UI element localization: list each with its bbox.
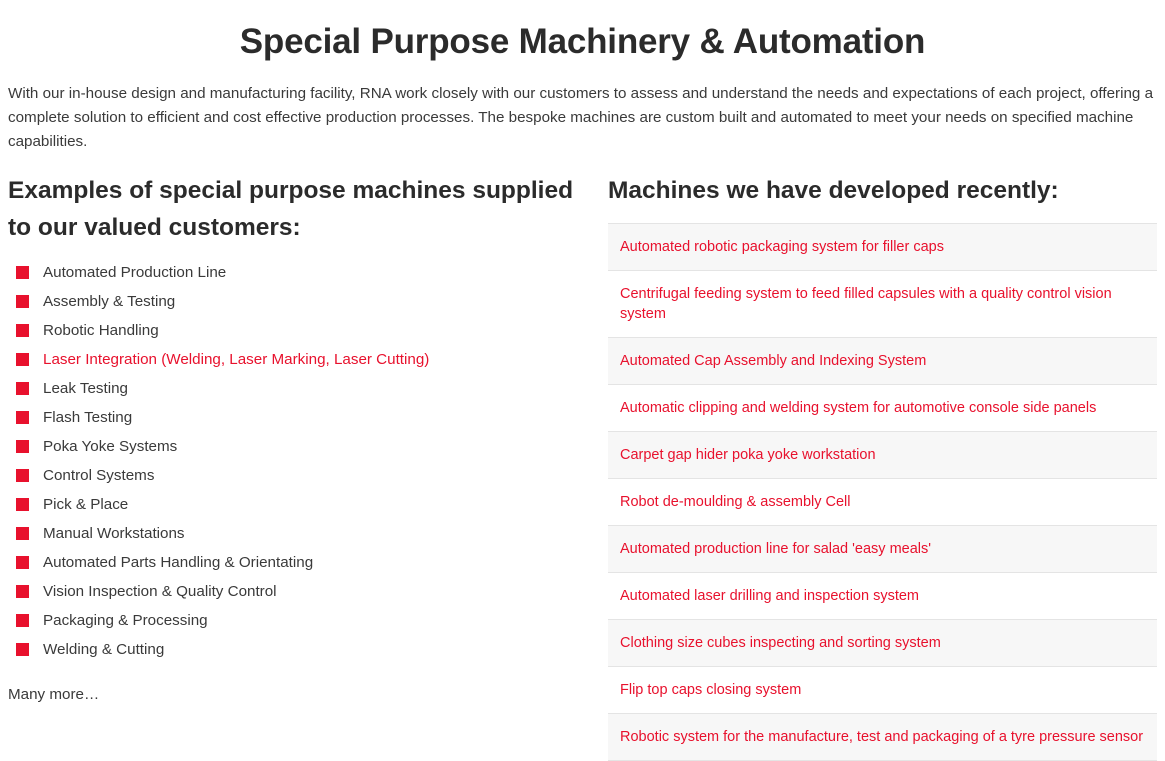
square-bullet-icon [16,324,29,337]
square-bullet-icon [16,643,29,656]
list-item [8,461,588,490]
list-item-label: Vision Inspection & Quality Control [43,583,277,600]
machine-list-item[interactable] [608,573,1157,620]
list-item-label: Packaging & Processing [43,612,208,629]
machine-list-item[interactable] [608,224,1157,271]
machine-link[interactable]: Carpet gap hider poka yoke workstation [620,447,876,463]
machine-link[interactable]: Robotic system for the manufacture, test and packaging of a tyre pressure sensor [620,729,1144,745]
list-item-label: Robotic Handling [43,322,159,339]
left-column [8,172,608,703]
square-bullet-icon [16,614,29,627]
list-item-label: Poka Yoke Systems [43,438,178,455]
machine-link[interactable]: Clothing size cubes inspecting and sorting system [620,635,941,651]
square-bullet-icon [16,353,29,366]
right-column [608,172,1157,761]
square-bullet-icon [16,585,29,598]
list-item-label: Manual Workstations [43,525,185,542]
list-item-label: Pick & Place [43,496,129,513]
square-bullet-icon [16,527,29,540]
machine-list-item[interactable] [608,385,1157,432]
left-column-heading: Examples of special purpose machines supplied to our valued customers: [8,177,574,241]
list-item [8,432,588,461]
square-bullet-icon [16,440,29,453]
square-bullet-icon [16,382,29,395]
list-item-label: Flash Testing [43,409,133,426]
list-item-label: Welding & Cutting [43,641,165,658]
square-bullet-icon [16,411,29,424]
list-item-label: Automated Production Line [43,264,227,281]
list-item [8,635,588,664]
list-item-label: Control Systems [43,467,155,484]
page-title: Special Purpose Machinery & Automation [239,22,926,61]
list-item-laser-integration[interactable] [8,345,588,374]
list-item-label: Assembly & Testing [43,293,176,310]
square-bullet-icon [16,295,29,308]
recent-machines-list [608,223,1157,761]
machine-link[interactable]: Automated Cap Assembly and Indexing System [620,353,927,369]
machine-link[interactable]: Flip top caps closing system [620,682,802,698]
list-item [8,316,588,345]
machine-list-item[interactable] [608,620,1157,667]
many-more-note: Many more… [8,686,100,703]
square-bullet-icon [16,556,29,569]
list-item [8,606,588,635]
list-item [8,490,588,519]
machine-link[interactable]: Robot de-moulding & assembly Cell [620,494,851,510]
list-item [8,287,588,316]
square-bullet-icon [16,469,29,482]
machine-link[interactable]: Automated laser drilling and inspection system [620,588,920,604]
list-item [8,403,588,432]
square-bullet-icon [16,266,29,279]
machine-list-item[interactable] [608,526,1157,573]
machine-list-item[interactable] [608,338,1157,385]
list-item [8,258,588,287]
machine-list-item[interactable] [608,479,1157,526]
list-item [8,548,588,577]
list-item [8,374,588,403]
list-item [8,577,588,606]
list-item-label: Automated Parts Handling & Orientating [43,554,314,571]
page-container [0,22,1165,761]
list-item [8,519,588,548]
special-purpose-machine-list [8,258,588,664]
square-bullet-icon [16,498,29,511]
machine-list-item[interactable] [608,271,1157,338]
list-item-label: Leak Testing [43,380,128,397]
machine-list-item[interactable] [608,432,1157,479]
intro-paragraph: With our in-house design and manufacturing facility, RNA work closely with our customers to assess and understand the needs and expectations of each project, offering a complete solution to efficient and cost effective production processes. The bespoke machines are custom built and automated to meet your needs on specified machine capabilities. [8,85,1154,150]
content-columns [8,172,1157,761]
machine-link[interactable]: Centrifugal feeding system to feed filled capsules with a quality control vision system [620,286,1112,322]
machine-list-item[interactable] [608,667,1157,714]
machine-link[interactable]: Automated production line for salad 'easy meals' [620,541,932,557]
list-item-label[interactable]: Laser Integration (Welding, Laser Marking, Laser Cutting) [43,351,430,368]
machine-link[interactable]: Automatic clipping and welding system for automotive console side panels [620,400,1097,416]
machine-link[interactable]: Automated robotic packaging system for filler caps [620,239,944,255]
right-column-heading: Machines we have developed recently: [608,177,1059,204]
